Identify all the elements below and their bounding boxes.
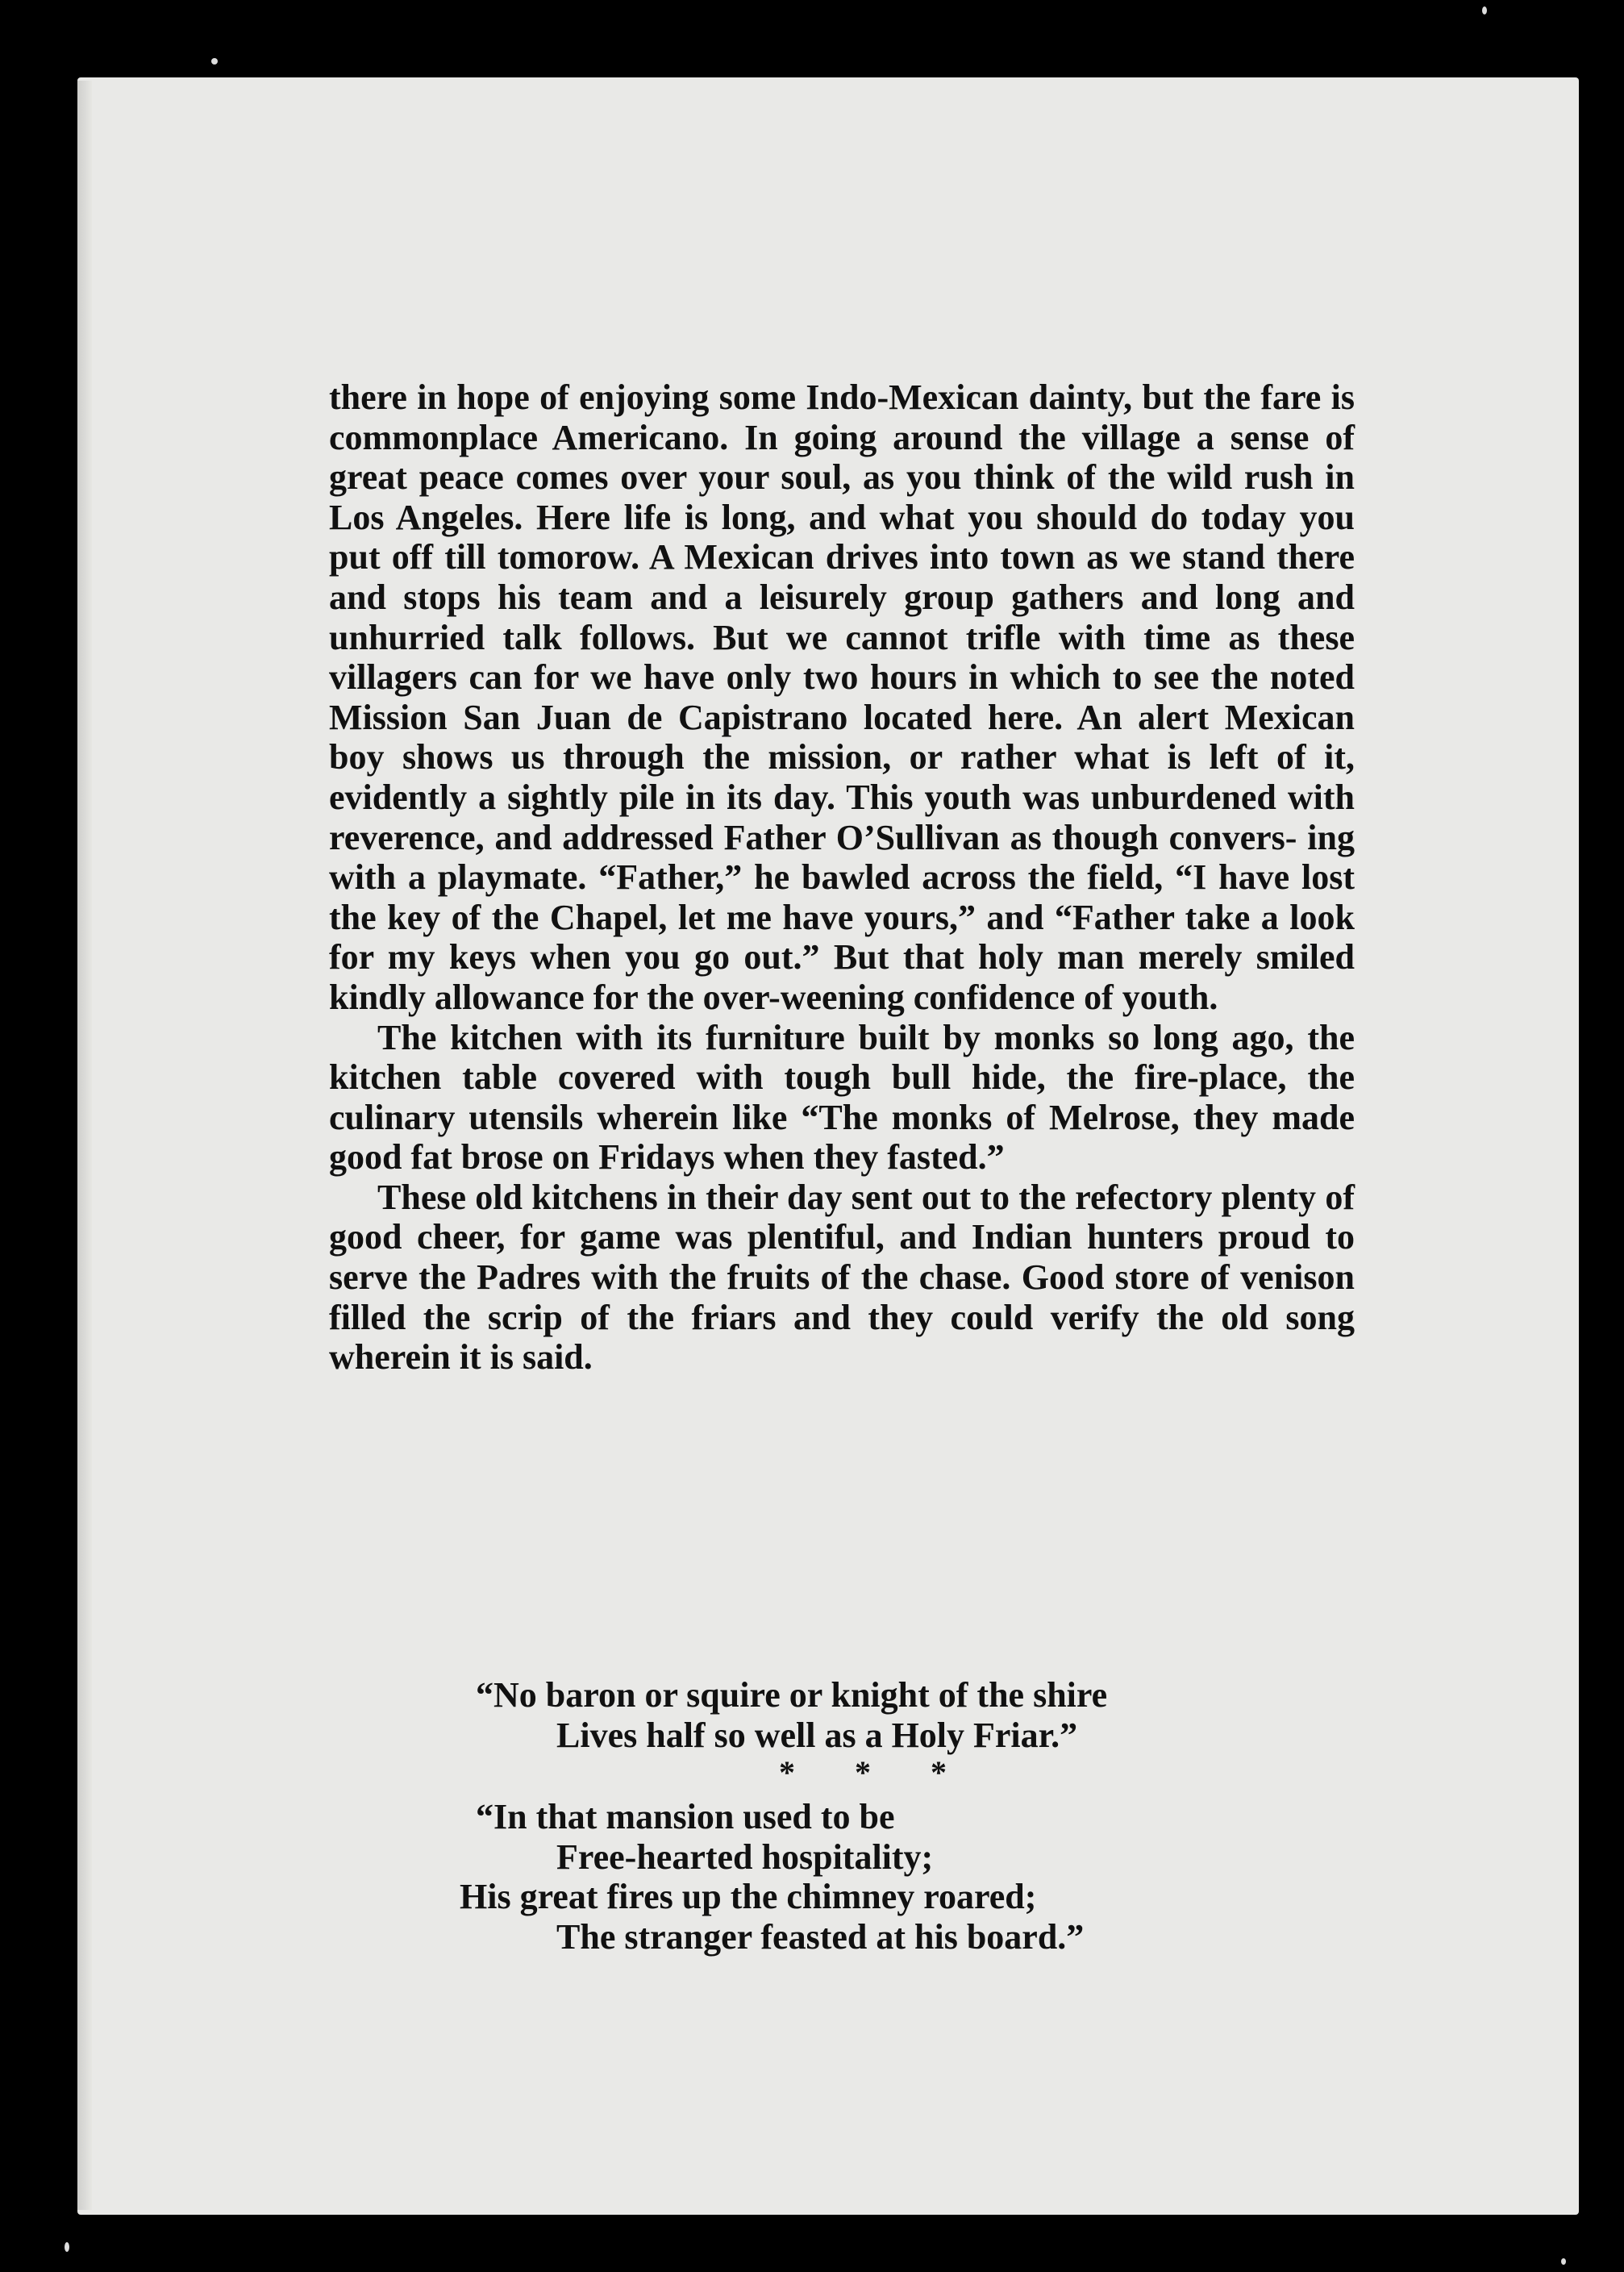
verse-line: “No baron or squire or knight of the shire [476, 1675, 1108, 1715]
verse-stanza-1 [476, 1675, 1330, 1755]
scan-speck [1482, 6, 1487, 15]
page-gutter-shadow [77, 81, 92, 2210]
verse-line: Lives half so well as a Holy Friar.” [556, 1715, 1078, 1755]
paragraph: These old kitchens in their day sent out to the refectory plenty of good cheer, for game was plentiful, and Indian hunters proud to serve the Padres with the fruits of the chase. Good store of venison filled the scrip of the friars and they could verify the old song wherein it is said. [329, 1177, 1355, 1378]
scan-speck [211, 58, 218, 65]
verse-line: Free-hearted hospitality; [556, 1836, 934, 1877]
verse-line: The stranger feasted at his board.” [556, 1916, 1085, 1957]
verse-stanza-2 [460, 1797, 1330, 1957]
scan-speck [65, 2242, 69, 2252]
paragraph: The kitchen with its furniture built by monks so long ago, the kitchen table covered with tough bull hide, the fire-place, the culinary utensils wherein like “The monks of Melrose, they made good fat brose on Fridays when they fasted.” [329, 1017, 1355, 1178]
verse-line: His great fires up the chimney roared; [460, 1877, 1037, 1917]
scan-speck [1561, 2258, 1566, 2265]
paragraph: there in hope of enjoying some Indo-Mexican dainty, but the fare is commonplace Americano. In going around the village a sense of great peace comes over your soul, as you think of the wild rush in Los Angeles. Here life is long, and what you should do today you put off till tomorow. A Mexican drives into town as we stand there and stops his team and a leisurely group gathers and long and unhurried talk follows. But we cannot trifle with time as these villagers can for we have only two hours in which to see the noted Mission San Juan de Capistrano located here. An alert Mexican boy shows us through the mission, or rather what is left of it, evidently a sightly pile in its day. This youth was unburdened with reverence, and addressed Father O’Sullivan as though convers- ing with a playmate. “Father,” he bawled across the field, “I have lost the key of the Chapel, let me have yours,” and “Father take a look for my keys when you go out.” But that holy man merely smiled kindly allowance for the over-weening confidence of youth. [329, 377, 1355, 1017]
body-text [329, 377, 1355, 1378]
section-separator: * * * [779, 1754, 972, 1791]
verse-line: “In that mansion used to be [476, 1797, 895, 1836]
